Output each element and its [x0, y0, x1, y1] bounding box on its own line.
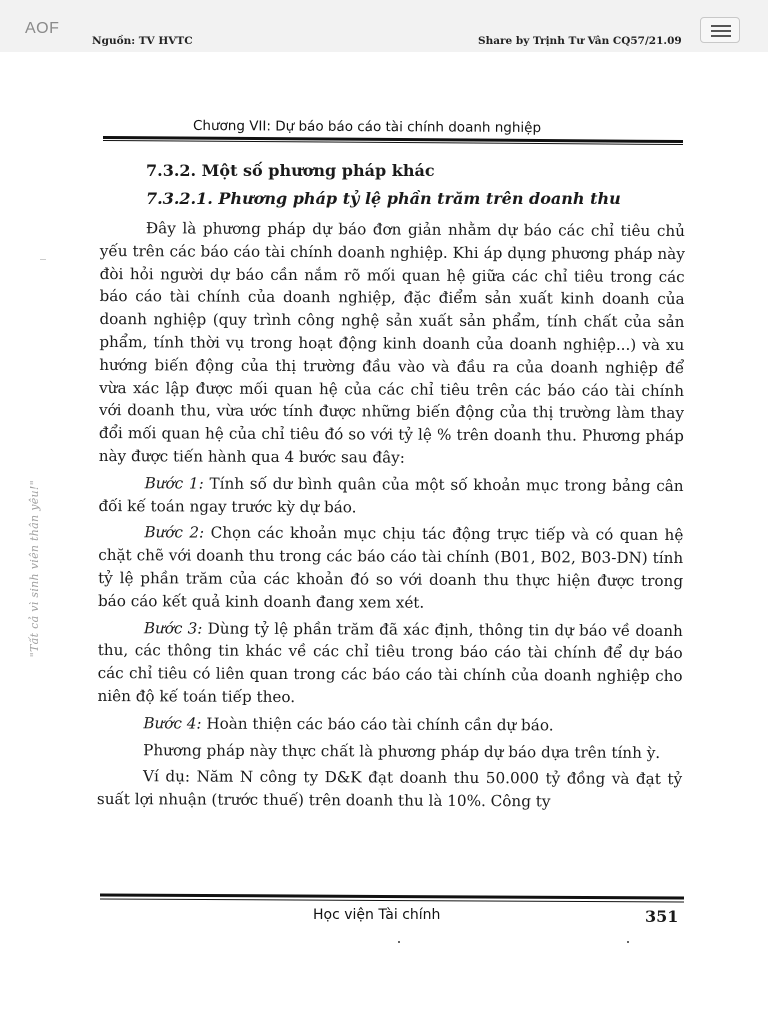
side-watermark: "Tất cả vì sinh viên thân yêu!" [28, 480, 41, 658]
chapter-title: Chương VII: Dự báo báo cáo tài chính doanh nghiệp [192, 117, 542, 137]
step-label: Bước 1: [144, 474, 204, 493]
scan-mark [40, 259, 46, 260]
paragraph-step-2 [98, 521, 683, 615]
step-text: Chọn các khoản mục chịu tác động trực tiếp và có quan hệ chặt chẽ với doanh thu trong các báo cáo tài chính (B01, B02, B03-DN) tính tỷ lệ phần trăm của các khoản đó so với doanh thu thực hiện được trong báo cáo kết quả kinh doanh đang xem xét. [97, 523, 684, 612]
subsection-heading: 7.3.2.1. Phương pháp tỷ lệ phần trăm trên doanh thu [146, 189, 621, 208]
paragraph-step-3 [97, 617, 682, 711]
hamburger-menu-icon[interactable] [700, 17, 740, 43]
paragraph-step-4 [97, 712, 682, 738]
paragraph-example: Ví dụ: Năm N công ty D&K đạt doanh thu 50.000 tỷ đồng và đạt tỷ suất lợi nhuận (trước thuế) trên doanh thu là 10%. Công ty [96, 767, 683, 811]
share-credit: Share by Trịnh Tư Vân CQ57/21.09 [478, 35, 682, 47]
footer-title: Học viện Tài chính [313, 907, 441, 923]
scan-speck [627, 941, 629, 943]
paragraph-intro: Đây là phương pháp dự báo đơn giản nhằm dự báo các chỉ tiêu chủ yếu trên các báo cáo tài chính doanh nghiệp. Khi áp dụng phương pháp này đòi hỏi người dự báo cần nắm rõ mối quan hệ giữa các chỉ tiêu trong các báo cáo tài chính của doanh nghiệp, đặc điểm sản xuất kinh doanh của doanh nghiệp (quy trình công nghệ sản xuất sản phẩm, tính chất của sản phẩm, tính thời vụ trong hoạt động kinh doanh của doanh nghiệp...) và xu hướng biến động của thị trường đầu vào và đầu ra của doanh nghiệp để vừa xác lập được mối quan hệ của các chỉ tiêu trên các báo cáo tài chính với doanh thu, vừa ước tính được những biến động của thị trường làm thay đổi mối quan hệ của chỉ tiêu đó so với tỷ lệ % trên doanh thu. Phương pháp này được tiến hành qua 4 bước sau đây: [98, 219, 685, 467]
scan-speck [398, 941, 400, 943]
section-heading: 7.3.2. Một số phương pháp khác [146, 161, 435, 180]
footer-rule-thin [100, 898, 684, 902]
step-label: Bước 3: [143, 618, 203, 638]
step-label: Bước 4: [143, 713, 202, 733]
page-number: 351 [645, 907, 679, 926]
menu-line [711, 30, 731, 32]
viewer-toolbar [0, 0, 768, 52]
document-page [0, 52, 768, 1024]
body-text [97, 217, 685, 818]
site-logo[interactable]: AOF [25, 20, 60, 37]
paragraph-summary: Phương pháp này thực chất là phương pháp dự báo dựa trên tính ỳ. [143, 740, 661, 762]
step-text: Dùng tỷ lệ phần trăm đã xác định, thông tin dự báo về doanh thu, các thông tin khác về các chỉ tiêu trong báo cáo tài chính để dự báo các chỉ tiêu có liên quan trong các báo cáo tài chính của doanh nghiệp cho niên độ kế toán tiếp theo. [97, 619, 683, 706]
menu-line [711, 35, 731, 37]
menu-line [711, 25, 731, 27]
paragraph-step-1 [98, 472, 683, 521]
step-text: Hoàn thiện các báo cáo tài chính cần dự báo. [201, 714, 554, 735]
source-credit: Nguồn: TV HVTC [92, 35, 193, 47]
step-text: Tính số dư bình quân của một số khoản mục trong bảng cân đối kế toán ngay trước kỳ dự báo. [98, 474, 684, 516]
step-label: Bước 2: [144, 523, 205, 542]
